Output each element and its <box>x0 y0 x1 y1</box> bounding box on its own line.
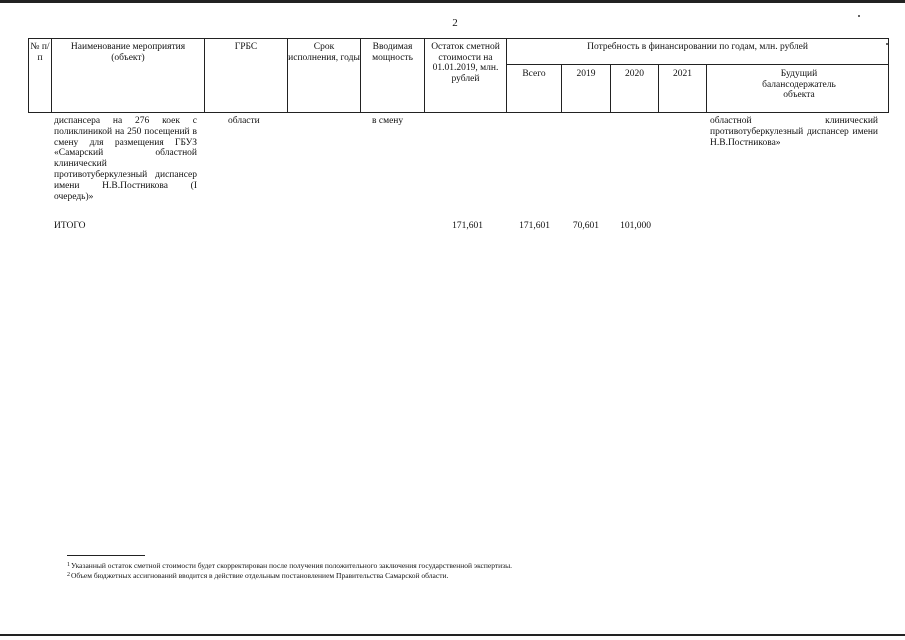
header-grbs: ГРБС <box>234 42 258 52</box>
footnote-2-text: Объем бюджетных ассигнований вводится в действие отдельным постановлением Правительства Самарской области. <box>71 571 449 580</box>
footnote-1 <box>67 561 512 570</box>
footnote-1-text: Указанный остаток сметной стоимости будет скорректирован после получения положительного заключения государственной экспертизы. <box>71 561 513 570</box>
col-border <box>706 64 707 113</box>
header-2020: 2020 <box>625 69 644 79</box>
header-bottom-border <box>28 112 889 113</box>
footnote-2 <box>67 571 448 580</box>
scan-bottom-edge <box>0 634 905 636</box>
scan-top-edge <box>0 0 905 3</box>
header-name: Наименование мероприятия (объект) <box>70 42 186 63</box>
col-border <box>51 38 52 113</box>
col-border <box>888 38 889 113</box>
header-num: № п/п <box>30 42 50 63</box>
scan-speck <box>858 15 860 17</box>
header-2021: 2021 <box>673 69 692 79</box>
header-balance: Остаток сметной стоимости на 01.01.2019, млн. рублей <box>431 42 500 84</box>
header-holder: Будущий балансодержатель объекта <box>762 69 836 100</box>
row-capacity: в смену <box>372 116 404 126</box>
header-need-group: Потребность в финансировании по годам, млн. рублей <box>587 42 808 52</box>
header-total: Всего <box>522 69 546 79</box>
total-2020: 101,000 <box>620 221 651 231</box>
footnote-separator <box>67 555 145 556</box>
subheader-border <box>506 64 889 65</box>
total-balance: 171,601 <box>452 221 483 231</box>
footnote-2-mark: 2 <box>67 572 70 578</box>
header-capacity: Вводимая мощность <box>372 42 413 63</box>
header-2019: 2019 <box>576 69 596 79</box>
page-number: 2 <box>452 17 458 29</box>
header-term: Срок исполнения, годы <box>288 42 360 63</box>
total-sum: 171,601 <box>519 221 550 231</box>
total-2019: 70,601 <box>572 221 599 231</box>
table-top-border <box>28 38 889 39</box>
row-object-name: диспансера на 276 коек с поликлиникой на 250 посещений в смену для размещения ГБУЗ «Самарский областной клинический противотуберкулезный диспансер имени Н.В.Постникова (I очередь)» <box>54 116 197 202</box>
total-label: ИТОГО <box>54 221 86 231</box>
row-grbs: области <box>228 116 260 126</box>
row-holder: областной клинический противотуберкулезный диспансер имени Н.В.Постникова» <box>710 116 878 148</box>
footnote-1-mark: 1 <box>67 562 70 568</box>
